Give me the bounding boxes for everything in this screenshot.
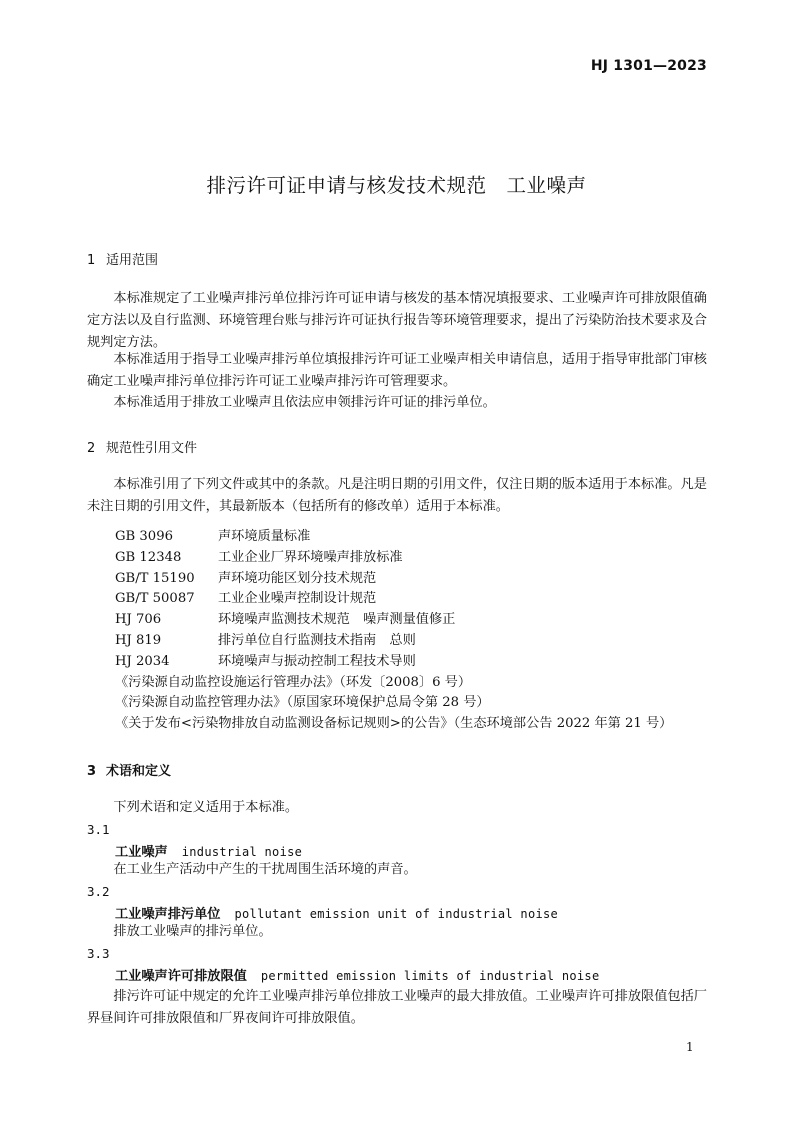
term-english: pollutant emission unit of industrial noise bbox=[234, 907, 559, 921]
term-chinese: 工业噪声许可排放限值 bbox=[115, 969, 247, 984]
section-1-heading bbox=[87, 249, 158, 268]
referenced-document: 《关于发布<污染物排放自动监测设备标记规则>的公告》（生态环境部公告 2022 年第 21 号） bbox=[115, 716, 673, 732]
standard-code: HJ 1301—2023 bbox=[590, 58, 707, 74]
reference-code: HJ 2034 bbox=[115, 653, 170, 669]
reference-code: GB 12348 bbox=[115, 549, 182, 565]
term-english: permitted emission limits of industrial noise bbox=[260, 969, 600, 983]
reference-name: 声环境质量标准 bbox=[218, 529, 311, 544]
term-number: 3.2 bbox=[87, 884, 110, 899]
term-definition: 在工业生产活动中产生的干扰周围生活环境的声音。 bbox=[113, 862, 417, 877]
term-definition: 排放工业噪声的排污单位。 bbox=[113, 924, 272, 939]
term-heading bbox=[115, 903, 558, 922]
section-1-paragraph-2: 本标准适用于指导工业噪声排污单位填报排污许可证工业噪声相关申请信息，适用于指导审批部门审核确定工业噪声排污单位排污许可证工业噪声排污许可管理要求。 bbox=[87, 352, 707, 389]
term-heading bbox=[115, 841, 302, 860]
reference-name: 排污单位自行监测技术指南 总则 bbox=[218, 632, 416, 648]
term-english: industrial noise bbox=[181, 845, 303, 859]
section-3-number: 3 bbox=[87, 764, 97, 779]
reference-name: 声环境功能区划分技术规范 bbox=[218, 570, 377, 586]
section-1-paragraph-3: 本标准适用于排放工业噪声且依法应申领排污许可证的排污单位。 bbox=[113, 395, 496, 410]
section-3-intro: 下列术语和定义适用于本标准。 bbox=[113, 800, 299, 815]
reference-code: GB/T 15190 bbox=[115, 570, 195, 586]
section-3-heading bbox=[87, 760, 171, 779]
referenced-document: 《污染源自动监控设施运行管理办法》（环发〔2008〕6 号） bbox=[115, 674, 472, 690]
reference-code: HJ 706 bbox=[115, 612, 162, 628]
section-1-title: 适用范围 bbox=[106, 253, 159, 268]
reference-name: 环境噪声与振动控制工程技术导则 bbox=[218, 653, 416, 669]
referenced-document: 《污染源自动监控管理办法》（原国家环境保护总局令第 28 号） bbox=[115, 695, 490, 711]
page-number: 1 bbox=[686, 1040, 694, 1054]
section-2-heading bbox=[87, 437, 197, 456]
section-3-title: 术语和定义 bbox=[106, 764, 172, 779]
term-chinese: 工业噪声 bbox=[115, 845, 168, 860]
reference-row bbox=[115, 589, 672, 610]
term-heading bbox=[115, 965, 599, 984]
term-definition: 排污许可证中规定的允许工业噪声排污单位排放工业噪声的最大排放值。工业噪声许可排放限值包括厂界昼间许可排放限值和厂界夜间许可排放限值。 bbox=[87, 989, 707, 1026]
section-2-number: 2 bbox=[87, 441, 96, 456]
section-1-paragraph-1: 本标准规定了工业噪声排污单位排污许可证申请与核发的基本情况填报要求、工业噪声许可排放限值确定方法以及自行监测、环境管理台账与排污许可证执行报告等环境管理要求，提出了污染防治技术要求及合规判定方法。 bbox=[87, 291, 707, 350]
section-1-number: 1 bbox=[87, 253, 96, 268]
term-number: 3.3 bbox=[87, 946, 110, 961]
reference-row bbox=[115, 527, 672, 548]
reference-code: GB 3096 bbox=[115, 529, 173, 544]
term-chinese: 工业噪声排污单位 bbox=[115, 907, 221, 922]
document-title: 排污许可证申请与核发技术规范 工业噪声 bbox=[206, 174, 587, 197]
term-number: 3.1 bbox=[87, 822, 110, 837]
section-2-title: 规范性引用文件 bbox=[106, 441, 198, 456]
section-2-intro: 本标准引用了下列文件或其中的条款。凡是注明日期的引用文件，仅注日期的版本适用于本标准。凡是未注日期的引用文件，其最新版本（包括所有的修改单）适用于本标准。 bbox=[87, 477, 707, 514]
reference-name: 环境噪声监测技术规范 噪声测量值修正 bbox=[218, 612, 456, 628]
reference-name: 工业企业噪声控制设计规范 bbox=[218, 591, 377, 607]
reference-name: 工业企业厂界环境噪声排放标准 bbox=[218, 549, 403, 565]
reference-row bbox=[115, 610, 672, 631]
reference-code: GB/T 50087 bbox=[115, 591, 195, 607]
reference-row bbox=[115, 631, 672, 652]
reference-row bbox=[115, 652, 672, 673]
reference-code: HJ 819 bbox=[115, 632, 162, 648]
reference-row bbox=[115, 569, 672, 590]
normative-references-list bbox=[115, 527, 672, 735]
reference-row bbox=[115, 548, 672, 569]
